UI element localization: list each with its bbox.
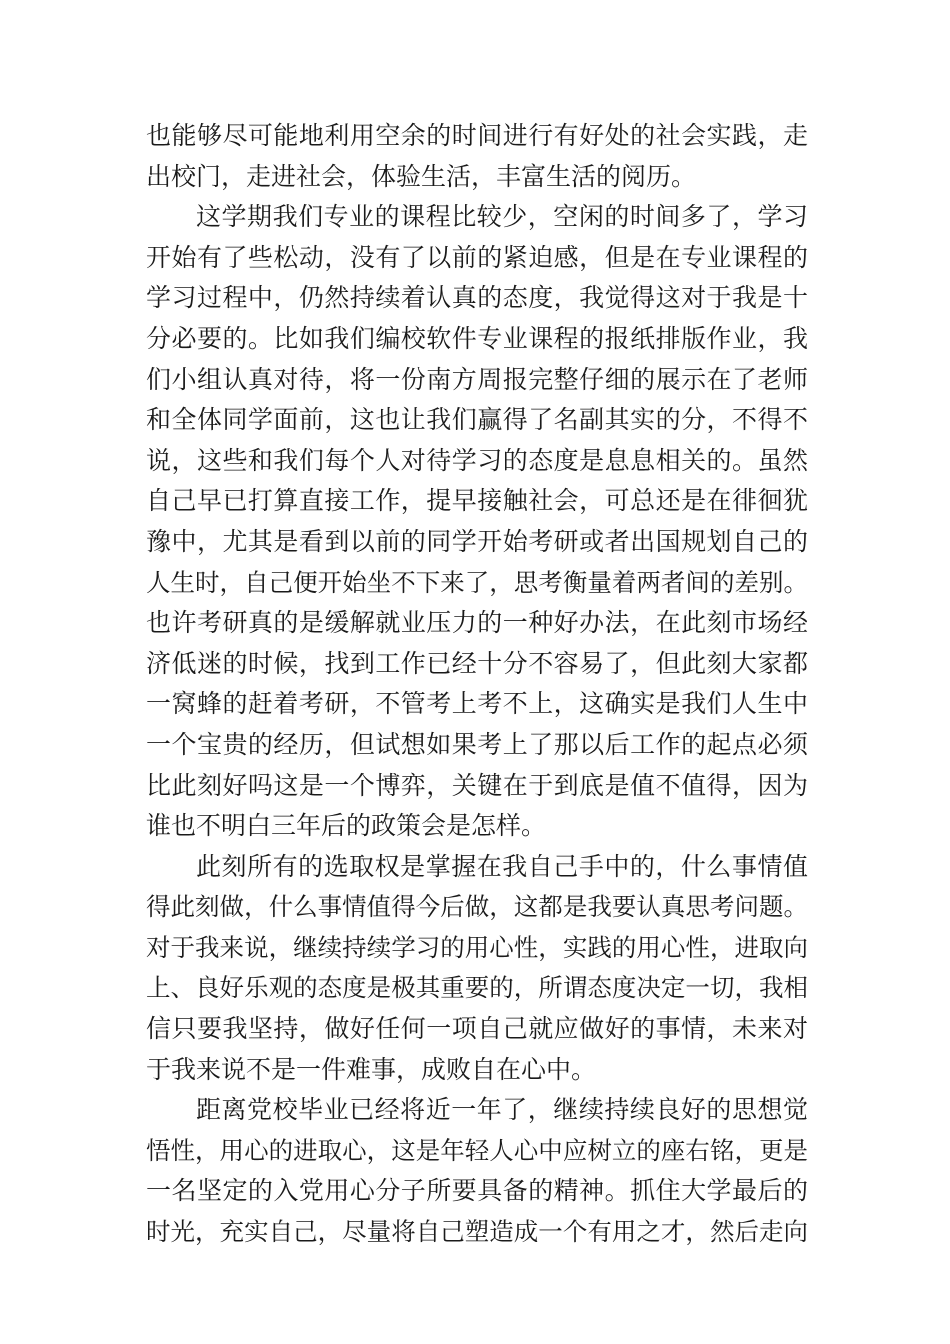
text-line: 一窝蜂的赶着考研，不管考上考不上，这确实是我们人生中 xyxy=(146,689,808,719)
text-line: 人生时，自己便开始坐不下来了，思考衡量着两者间的差别。 xyxy=(146,567,808,597)
text-line: 上、良好乐观的态度是极其重要的，所谓态度决定一切，我相 xyxy=(146,973,808,1003)
text-line: 对于我来说，继续持续学习的用心性，实践的用心性，进取向 xyxy=(146,932,808,962)
text-line: 时光，充实自己，尽量将自己塑造成一个有用之才，然后走向 xyxy=(146,1217,808,1247)
text-line: 们小组认真对待，将一份南方周报完整仔细的展示在了老师 xyxy=(146,364,808,394)
text-line: 信只要我坚持，做好任何一项自己就应做好的事情，未来对 xyxy=(146,1014,808,1044)
text-line: 说，这些和我们每个人对待学习的态度是息息相关的。虽然 xyxy=(146,445,808,475)
text-line: 一名坚定的入党用心分子所要具备的精神。抓住大学最后的 xyxy=(146,1176,808,1206)
text-line: 此刻所有的选取权是掌握在我自己手中的，什么事情值 xyxy=(196,851,808,881)
text-line: 比此刻好吗这是一个博弈，关键在于到底是值不值得，因为 xyxy=(146,770,808,800)
text-line: 这学期我们专业的课程比较少，空闲的时间多了，学习 xyxy=(196,202,808,232)
text-line: 分必要的。比如我们编校软件专业课程的报纸排版作业，我 xyxy=(146,323,808,353)
text-line: 得此刻做，什么事情值得今后做，这都是我要认真思考问题。 xyxy=(146,892,808,922)
text-line: 豫中，尤其是看到以前的同学开始考研或者出国规划自己的 xyxy=(146,526,808,556)
paragraph xyxy=(146,116,808,197)
paragraph xyxy=(146,197,808,847)
text-line: 也能够尽可能地利用空余的时间进行有好处的社会实践，走 xyxy=(146,121,808,150)
text-line: 自己早已打算直接工作，提早接触社会，可总还是在徘徊犹 xyxy=(146,486,808,516)
text-line: 学习过程中，仍然持续着认真的态度，我觉得这对于我是十 xyxy=(146,283,808,313)
text-line: 也许考研真的是缓解就业压力的一种好办法，在此刻市场经 xyxy=(146,608,808,638)
text-line: 济低迷的时候，找到工作已经十分不容易了，但此刻大家都 xyxy=(146,648,808,678)
text-line: 开始有了些松动，没有了以前的紧迫感，但是在专业课程的 xyxy=(146,242,808,272)
paragraph xyxy=(146,1090,808,1252)
text-line: 一个宝贵的经历，但试想如果考上了那以后工作的起点必须 xyxy=(146,729,808,759)
text-line: 和全体同学面前，这也让我们赢得了名副其实的分，不得不 xyxy=(146,405,808,435)
text-line: 于我来说不是一件难事，成败自在心中。 xyxy=(146,1054,597,1084)
paragraph xyxy=(146,847,808,1091)
text-line: 距离党校毕业已经将近一年了，继续持续良好的思想觉 xyxy=(196,1095,808,1125)
text-line: 谁也不明白三年后的政策会是怎样。 xyxy=(146,811,547,841)
document-body xyxy=(146,116,808,1253)
text-line: 悟性，用心的进取心，这是年轻人心中应树立的座右铭，更是 xyxy=(146,1135,808,1165)
text-line: 出校门，走进社会，体验生活，丰富生活的阅历。 xyxy=(146,161,697,191)
